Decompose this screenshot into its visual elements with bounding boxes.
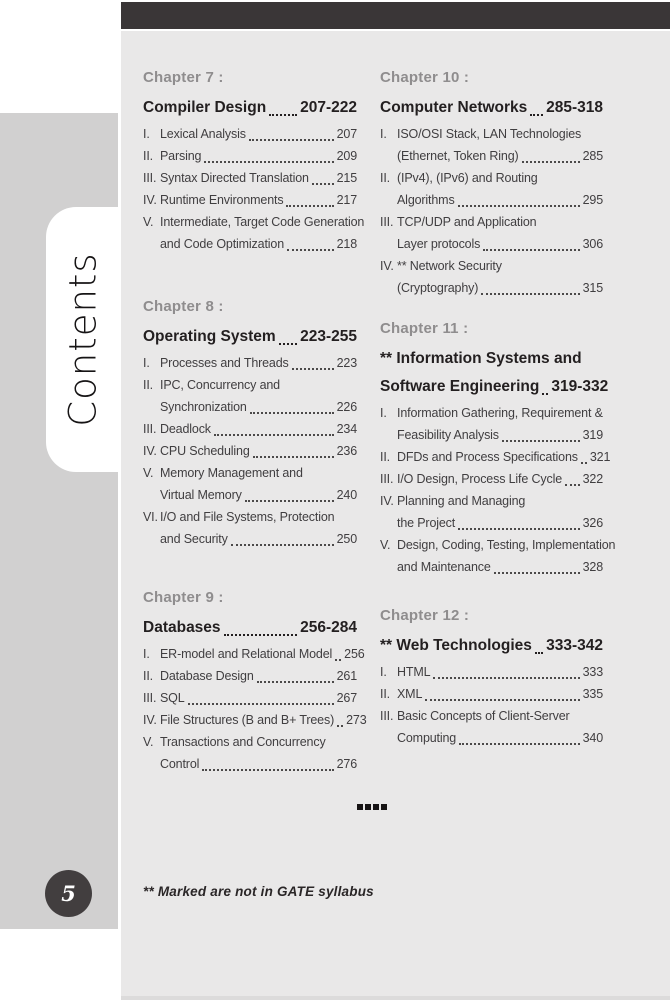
chapter-title: ** Web Technologies [380,637,532,654]
chapter-block [143,297,357,550]
chapter-title-line [143,95,357,121]
toc-item [143,643,365,665]
toc-item-page: 315 [582,281,603,295]
toc-item-line [397,255,603,277]
toc-item-line [397,534,616,556]
chapter-title: Databases [143,619,221,636]
toc-item [380,446,611,468]
chapter-title-line [380,346,603,372]
toc-item [143,167,357,189]
toc-item-page: 234 [336,422,357,436]
toc-item-page: 256 [344,647,365,661]
toc-item [143,731,357,775]
item-numeral: VI. [143,510,158,524]
item-numeral: V. [143,466,154,480]
toc-item-page: 321 [589,450,611,464]
toc-item-text: I/O and File Systems, Protection [160,510,335,524]
toc-item-line [397,189,603,211]
item-numeral: I. [380,127,387,141]
toc-item-page: 215 [336,171,357,185]
toc-item-text: Memory Management and [160,466,303,480]
chapter-label: Chapter 7 : [143,69,224,86]
chapter-page-range: 333-342 [546,637,603,654]
dot-leader [249,139,334,141]
chapter-page-range: 256-284 [300,619,357,636]
item-numeral: II. [143,149,153,163]
toc-item-text: ISO/OSI Stack, LAN Technologies [397,127,582,141]
toc-item-body [397,490,603,534]
chapter-label: Chapter 10 : [380,69,470,86]
item-numeral: III. [380,215,394,229]
toc-item-text: (IPv4), (IPv6) and Routing [397,171,538,185]
toc-item-text: XML [397,687,423,701]
toc-item-line [160,753,357,775]
toc-item-line [160,211,365,233]
toc-item-text: the Project [397,516,456,530]
toc-item-line [397,661,603,683]
toc-item-body [397,468,603,490]
dot-leader [292,368,334,370]
dot-leader [188,703,334,705]
chapter-title-line [380,95,603,121]
page-number-badge [45,870,92,917]
contents-label: Contents [62,252,105,427]
toc-item-line [397,705,603,727]
toc-item-text: ** Network Security [397,259,502,273]
chapter-block [380,606,603,749]
dot-leader [535,652,543,654]
toc-item-body [160,374,357,418]
toc-item-line [160,709,367,731]
chapter-title: Operating System [143,328,276,345]
toc-item-body [160,145,357,167]
toc-item-line [397,446,611,468]
dot-leader [286,205,333,207]
item-numeral: III. [380,709,394,723]
toc-item-body [160,665,357,687]
item-numeral: IV. [143,193,157,207]
toc-item-text: (Ethernet, Token Ring) [397,149,519,163]
toc-item-page: 326 [582,516,603,530]
toc-item-body [397,402,603,446]
chapter-label: Chapter 12 : [380,607,470,624]
toc-item-body [160,352,357,374]
toc-item-page: 207 [336,127,357,141]
content-page [121,31,670,1000]
item-numeral: I. [380,406,387,420]
toc-item-line [397,167,603,189]
toc-item [143,709,367,731]
toc-item-text: and Security [160,532,228,546]
toc-item [380,683,603,705]
chapter-page-range: 285-318 [546,99,603,116]
dot-leader [530,114,543,116]
item-numeral: I. [143,647,150,661]
toc-item-body [160,687,357,709]
toc-item-body [397,705,603,749]
dot-leader [581,462,587,464]
dot-leader [214,434,334,436]
dot-leader [458,205,580,207]
toc-item [380,490,603,534]
page-bottom-edge [121,996,670,1000]
toc-item-body [397,683,603,705]
toc-item-body [397,123,603,167]
square-icon [365,804,371,810]
toc-item-line [397,424,603,446]
toc-item-line [160,462,357,484]
dot-leader [312,183,334,185]
toc-item-line [160,528,357,550]
toc-item-text: DFDs and Process Specifications [397,450,578,464]
toc-item-line [160,687,357,709]
toc-item-line [160,145,357,167]
toc-item-line [160,123,357,145]
toc-item-body [160,440,357,462]
toc-item-page: 240 [336,488,357,502]
dot-leader [202,769,333,771]
toc-item-page: 261 [336,669,357,683]
toc-item-page: 250 [336,532,357,546]
item-numeral: I. [380,665,387,679]
toc-item [380,255,603,299]
chapter-title-line [380,374,609,400]
toc-item-line [397,123,603,145]
dot-leader [494,572,580,574]
toc-item-page: 276 [336,757,357,771]
toc-item [380,123,603,167]
toc-item-body [160,709,367,731]
toc-item-text: Transactions and Concurrency [160,735,326,749]
toc-item-text: Information Gathering, Requirement & [397,406,603,420]
toc-item-text: Planning and Managing [397,494,526,508]
dot-leader [565,484,580,486]
dot-leader [257,681,334,683]
item-numeral: IV. [380,259,394,273]
toc-item-page: 273 [346,713,367,727]
toc-item-line [160,167,357,189]
toc-item-text: Feasibility Analysis [397,428,499,442]
item-numeral: II. [143,669,153,683]
toc-item-text: Intermediate, Target Code Generation [160,215,365,229]
toc-item-body [160,189,357,211]
dot-leader [459,743,579,745]
toc-item-page: 285 [582,149,603,163]
chapter-block [380,68,603,299]
toc-item-line [160,506,357,528]
toc-item-line [397,727,603,749]
dot-leader [522,161,580,163]
toc-item [143,374,357,418]
chapter-title-line [380,633,603,659]
toc-item-body [160,643,365,665]
toc-item-text: Synchronization [160,400,247,414]
toc-item-text: Control [160,757,200,771]
chapter-block [380,319,616,578]
toc-item-line [160,731,357,753]
dot-leader [337,725,343,727]
toc-item-text: HTML [397,665,431,679]
dot-leader [502,440,580,442]
toc-item-text: I/O Design, Process Life Cycle [397,472,563,486]
chapter-title: Compiler Design [143,99,267,116]
toc-item-body [397,534,616,578]
toc-item [143,440,357,462]
dot-leader [425,699,579,701]
square-icon [381,804,387,810]
toc-item-body [397,211,603,255]
toc-item-text: ER-model and Relational Model [160,647,333,661]
toc-item-page: 217 [336,193,357,207]
item-numeral: IV. [143,444,157,458]
item-numeral: III. [143,691,157,705]
square-icon [373,804,379,810]
dot-leader [458,528,579,530]
toc-item-text: TCP/UDP and Application [397,215,537,229]
dot-leader [204,161,333,163]
toc-item-body [397,446,611,468]
chapter-block [143,68,365,255]
toc-item-page: 333 [582,665,603,679]
toc-item-text: Deadlock [160,422,211,436]
item-numeral: I. [143,356,150,370]
toc-item-body [160,211,365,255]
dot-leader [245,500,334,502]
toc-item-line [160,440,357,462]
item-numeral: III. [143,171,157,185]
chapter-label: Chapter 9 : [143,589,224,606]
dot-leader [279,343,297,345]
dot-leader [335,659,341,661]
toc-item-page: 226 [336,400,357,414]
toc-column [380,68,616,785]
dot-leader [269,114,297,116]
item-numeral: III. [380,472,394,486]
toc-item [380,534,616,578]
toc-item-page: 267 [336,691,357,705]
item-numeral: III. [143,422,157,436]
toc-item [380,661,603,683]
toc-item-page: 340 [582,731,603,745]
toc-item-text: Basic Concepts of Client-Server [397,709,570,723]
toc-item-text: Lexical Analysis [160,127,246,141]
toc-item-text: SQL [160,691,185,705]
toc-item-text: Virtual Memory [160,488,242,502]
toc-item-body [397,167,603,211]
item-numeral: II. [380,171,390,185]
chapter-block [143,588,367,775]
syllabus-note: ** Marked are not in GATE syllabus [143,884,374,899]
item-numeral: IV. [143,713,157,727]
toc-item-line [397,145,603,167]
page-number: 5 [61,881,76,906]
chapter-title: Software Engineering [380,378,540,395]
toc-item-page: 218 [336,237,357,251]
contents-tab [46,207,121,472]
toc-item-body [160,123,357,145]
toc-item [143,462,357,506]
dot-leader [287,249,334,251]
chapter-title: Computer Networks [380,99,528,116]
dot-leader [542,393,548,395]
toc-item [380,211,603,255]
item-numeral: I. [143,127,150,141]
chapter-page-range: 319-332 [551,378,609,395]
toc-item-page: 295 [582,193,603,207]
toc-item-line [160,374,357,396]
dot-leader [483,249,579,251]
toc-item-text: IPC, Concurrency and [160,378,280,392]
toc-item-body [160,731,357,775]
top-banner [121,2,670,29]
toc-item [380,705,603,749]
toc-item-line [397,402,603,424]
toc-item-page: 223 [336,356,357,370]
toc-item [380,468,603,490]
toc-item-text: Runtime Environments [160,193,284,207]
toc-item-line [160,643,365,665]
toc-column [143,68,367,811]
toc-item-line [397,490,603,512]
toc-item-line [397,211,603,233]
section-end-squares [357,804,387,810]
item-numeral: V. [380,538,391,552]
item-numeral: IV. [380,494,394,508]
toc-item-line [160,352,357,374]
toc-item-text: Computing [397,731,457,745]
toc-item-text: and Code Optimization [160,237,285,251]
toc-item-line [160,484,357,506]
dot-leader [253,456,334,458]
toc-item [143,687,357,709]
dot-leader [481,293,579,295]
chapter-title-line [143,324,357,350]
toc-item-line [160,665,357,687]
toc-item-line [160,233,357,255]
toc-item-line [397,277,603,299]
toc-item [143,211,365,255]
toc-item-line [160,418,357,440]
toc-item-body [397,661,603,683]
toc-item-body [160,462,357,506]
item-numeral: II. [380,450,390,464]
dot-leader [231,544,334,546]
toc-item-page: 335 [582,687,603,701]
toc-item-body [160,418,357,440]
toc-item-text: and Maintenance [397,560,491,574]
chapter-page-range: 223-255 [300,328,357,345]
item-numeral: II. [380,687,390,701]
toc-item [143,189,357,211]
chapter-page-range: 207-222 [300,99,357,116]
toc-item-page: 209 [336,149,357,163]
toc-item-text: Layer protocols [397,237,481,251]
toc-item-text: Database Design [160,669,254,683]
toc-item-page: 319 [582,428,603,442]
toc-item-body [397,255,603,299]
toc-item [380,402,603,446]
chapter-title: ** Information Systems and [380,350,582,367]
toc-item-page: 306 [582,237,603,251]
toc-item-body [160,167,357,189]
toc-item [143,418,357,440]
chapter-title-line [143,615,357,641]
toc-item-text: Design, Coding, Testing, Implementation [397,538,616,552]
toc-item-body [160,506,357,550]
toc-item-text: CPU Scheduling [160,444,250,458]
toc-item-text: File Structures (B and B+ Trees) [160,713,335,727]
item-numeral: V. [143,735,154,749]
chapter-label: Chapter 8 : [143,298,224,315]
item-numeral: V. [143,215,154,229]
toc-item-page: 236 [336,444,357,458]
toc-item [143,123,357,145]
toc-item-line [397,556,603,578]
toc-item-line [397,683,603,705]
toc-item-text: Parsing [160,149,202,163]
toc-item-text: (Cryptography) [397,281,479,295]
toc-item [143,352,357,374]
dot-leader [433,677,579,679]
toc-item-line [397,468,603,490]
toc-item-page: 328 [582,560,603,574]
square-icon [357,804,363,810]
toc-item [143,506,357,550]
toc-item-line [397,512,603,534]
toc-item [380,167,603,211]
toc-item-line [397,233,603,255]
dot-leader [250,412,334,414]
toc-item-line [160,189,357,211]
chapter-label: Chapter 11 : [380,320,469,337]
toc-item [143,145,357,167]
dot-leader [224,634,298,636]
item-numeral: II. [143,378,153,392]
toc-item-text: Algorithms [397,193,455,207]
toc-item-text: Processes and Threads [160,356,289,370]
toc-item-text: Syntax Directed Translation [160,171,309,185]
toc-item-page: 322 [582,472,603,486]
toc-item-line [160,396,357,418]
toc-item [143,665,357,687]
